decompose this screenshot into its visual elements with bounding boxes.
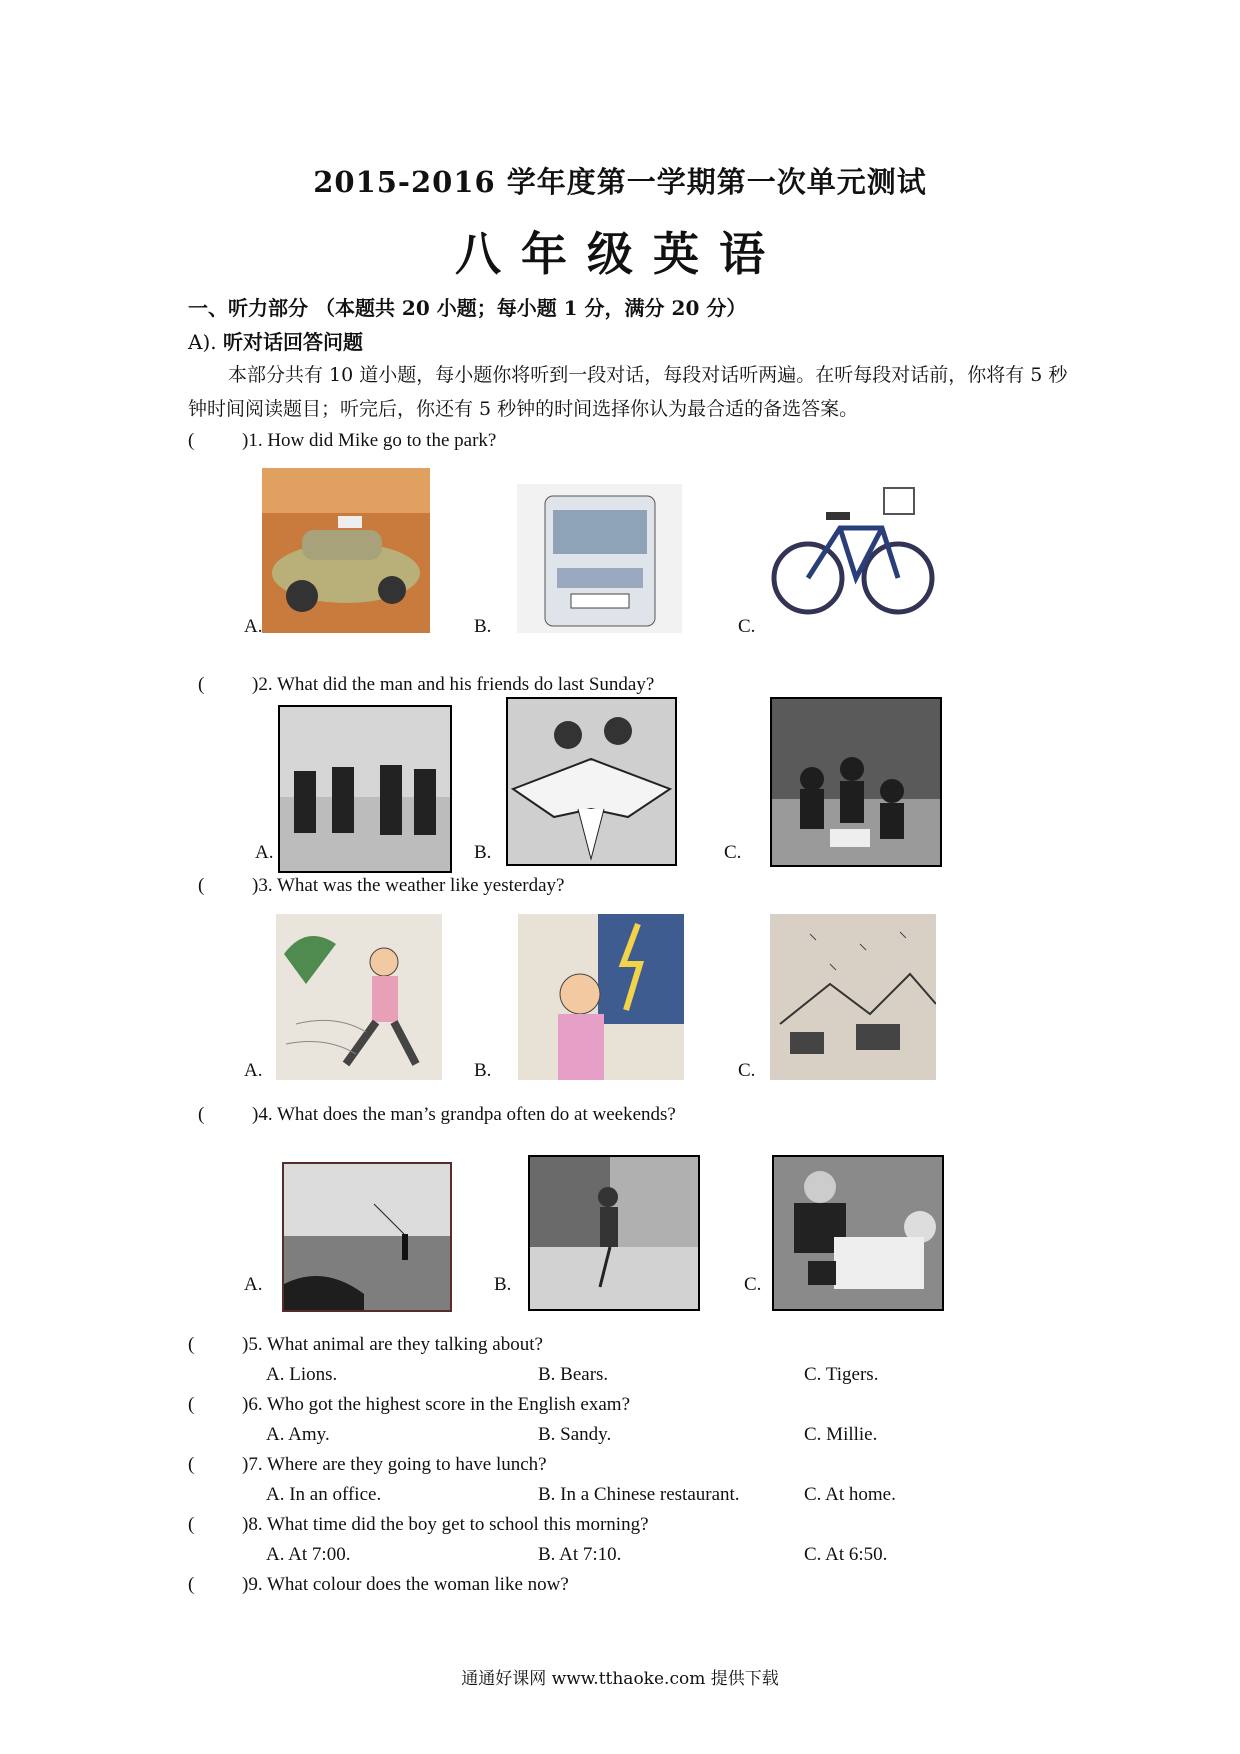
- option-b[interactable]: B. At 7:10.: [538, 1544, 622, 1565]
- answer-blank[interactable]: (: [188, 1514, 195, 1535]
- option-c[interactable]: C.: [744, 1274, 762, 1295]
- thunder-image: [518, 914, 684, 1080]
- part-label: A).: [188, 330, 217, 354]
- fishing-icon: [284, 1164, 450, 1310]
- answer-blank[interactable]: (: [198, 1104, 205, 1125]
- answer-blank[interactable]: (: [188, 1454, 195, 1475]
- option-c[interactable]: C. At 6:50.: [804, 1544, 888, 1565]
- motorcycle-icon: [280, 707, 450, 871]
- test-title: 2015-2016 学年度第一学期第一次单元测试: [313, 165, 927, 199]
- kite-icon: [508, 699, 675, 864]
- option-c[interactable]: C. Millie.: [804, 1424, 878, 1445]
- question-text: )4. What does the man’s grandpa often do at weekends?: [252, 1104, 676, 1125]
- wind-icon: [276, 914, 442, 1080]
- question-8: [188, 1514, 649, 1536]
- section-heading: 一、听力部分 （本题共 20 小题；每小题 1 分，满分 20 分）: [188, 296, 747, 320]
- question-text: )5. What animal are they talking about?: [242, 1334, 543, 1355]
- option-a[interactable]: A. Lions.: [266, 1364, 338, 1385]
- picnic-image: [770, 697, 942, 867]
- question-text: )1. How did Mike go to the park?: [242, 430, 497, 451]
- instructions: 本部分共有 10 道小题，每小题你将听到一段对话，每段对话听两遍。在听每段对话前，你将有 5 秒钟时间阅读题目；听完后，你还有 5 秒钟的时间选择你认为最合适的备选答案。: [188, 364, 1068, 420]
- question-4: [198, 1104, 676, 1126]
- part-title: 听对话回答问题: [222, 330, 363, 354]
- bus-icon: [517, 484, 682, 633]
- option-b[interactable]: B.: [474, 1060, 492, 1081]
- option-b[interactable]: B. In a Chinese restaurant.: [538, 1484, 740, 1505]
- question-9: [188, 1574, 569, 1596]
- part-heading: [188, 326, 363, 355]
- question-text: )3. What was the weather like yesterday?: [252, 875, 565, 896]
- taxi-icon: [262, 468, 430, 633]
- question-text: )7. Where are they going to have lunch?: [242, 1454, 547, 1475]
- option-c[interactable]: C.: [724, 842, 742, 863]
- option-a[interactable]: A.: [244, 1060, 263, 1081]
- option-a[interactable]: A. Amy.: [266, 1424, 330, 1445]
- option-a[interactable]: A. At 7:00.: [266, 1544, 351, 1565]
- question-text: )2. What did the man and his friends do last Sunday?: [252, 674, 655, 695]
- option-c[interactable]: C. At home.: [804, 1484, 896, 1505]
- answer-blank[interactable]: (: [198, 875, 205, 896]
- card-game-icon: [774, 1157, 942, 1309]
- option-a[interactable]: A.: [255, 842, 274, 863]
- snow-icon: [770, 914, 936, 1080]
- option-b[interactable]: B. Bears.: [538, 1364, 609, 1385]
- question-5: [188, 1334, 543, 1356]
- option-a[interactable]: A.: [244, 1274, 263, 1295]
- snowy-image: [770, 914, 936, 1080]
- answer-blank[interactable]: (: [188, 1574, 195, 1595]
- bus-image: [517, 484, 682, 633]
- answer-blank[interactable]: (: [188, 1394, 195, 1415]
- question-7: [188, 1454, 547, 1476]
- subject-title: 八年级英语: [455, 227, 785, 281]
- option-c[interactable]: C.: [738, 616, 756, 637]
- footer-credit: 通通好课网 www.tthaoke.com 提供下载: [461, 1669, 779, 1689]
- answer-blank[interactable]: (: [188, 430, 195, 451]
- picnic-icon: [772, 699, 940, 865]
- question-6: [188, 1394, 630, 1416]
- option-b[interactable]: B.: [494, 1274, 512, 1295]
- croquet-image: [528, 1155, 700, 1311]
- question-text: )8. What time did the boy get to school this morning?: [242, 1514, 649, 1535]
- fishing-image: [282, 1162, 452, 1312]
- croquet-icon: [530, 1157, 698, 1309]
- kite-image: [506, 697, 677, 866]
- question-2: [198, 674, 654, 696]
- windy-image: [276, 914, 442, 1080]
- question-3: [198, 875, 565, 897]
- bicycle-icon: [770, 468, 936, 633]
- option-c[interactable]: C. Tigers.: [804, 1364, 879, 1385]
- question-text: )6. Who got the highest score in the English exam?: [242, 1394, 631, 1415]
- answer-blank[interactable]: (: [198, 674, 205, 695]
- option-b[interactable]: B.: [474, 842, 492, 863]
- question-text: )9. What colour does the woman like now?: [242, 1574, 569, 1595]
- taxi-image: [262, 468, 430, 633]
- option-c[interactable]: C.: [738, 1060, 756, 1081]
- question-1: [188, 430, 496, 452]
- option-b[interactable]: B. Sandy.: [538, 1424, 612, 1445]
- option-a[interactable]: A. In an office.: [266, 1484, 382, 1505]
- option-a[interactable]: A.: [244, 616, 263, 637]
- thunderstorm-icon: [518, 914, 684, 1080]
- answer-blank[interactable]: (: [188, 1334, 195, 1355]
- option-b[interactable]: B.: [474, 616, 492, 637]
- card-game-image: [772, 1155, 944, 1311]
- bicycle-image: [770, 468, 936, 633]
- motorcycles-image: [278, 705, 452, 873]
